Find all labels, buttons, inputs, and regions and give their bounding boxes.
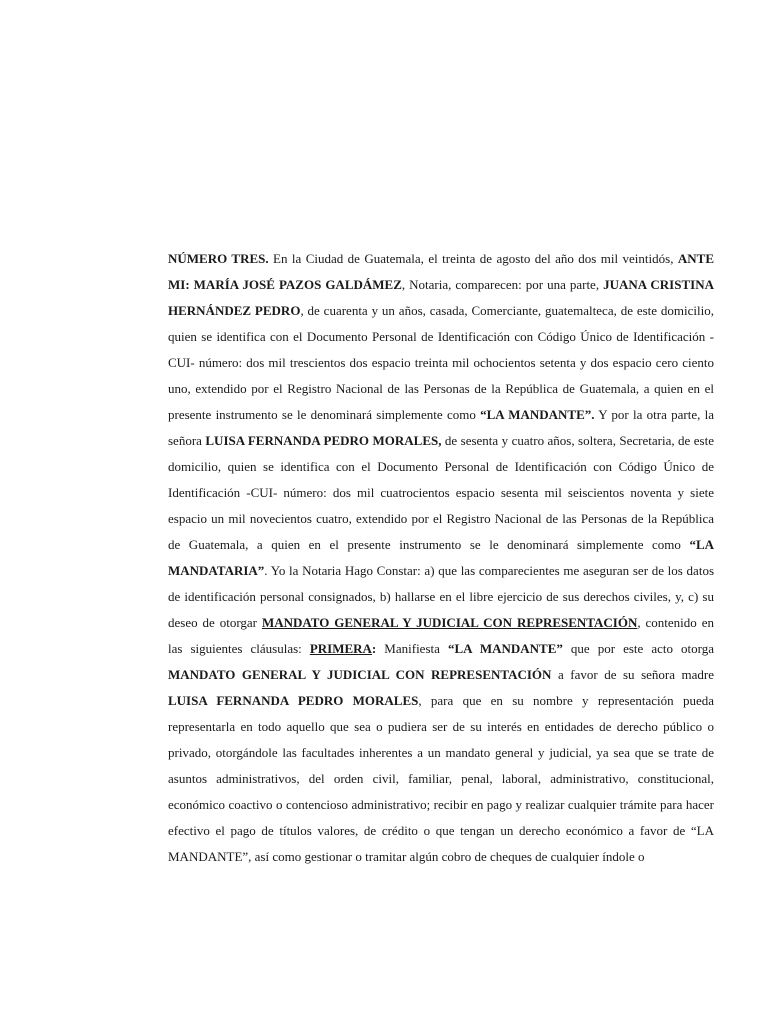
emphasized-text-run: “LA MANDANTE” [447, 641, 563, 656]
text-run: de sesenta y cuatro años, soltera, Secretaria, de este domicilio, quien se identifica con el Documento Personal de Identificación con Código Único de Identificación -CUI- número: dos mil cuatrocientos espacio sesenta mil seiscientos noventa y siete espacio un mil novecientos cuatro, extendido por el Registro Nacional de las Personas de la República de Guatemala, a quien en el presente instrumento se le denominará simplemente como [168, 433, 714, 552]
emphasized-text-run: JUANA CRISTINA HERNÁNDEZ PEDRO [168, 277, 714, 318]
emphasized-text-run: LUISA FERNANDA PEDRO MORALES, [205, 433, 442, 448]
emphasized-text-run: : [371, 641, 377, 656]
emphasized-text-run: “LA MANDATARIA” [168, 537, 714, 578]
text-run: , para que en su nombre y representación pueda representarla en todo aquello que sea o pudiera ser de su interés en entidades de derecho público o privado, otorgándole las facultades inherentes a un mandato general y judicial, ya sea que se trate de asuntos administrativos, del orden civil, familiar, penal, laboral, administrativo, constitucional, económico coactivo o contencioso administrativo; recibir en pago y realizar cualquier trámite para hacer efectivo el pago de títulos valores, de crédito o que tengan un derecho económico a favor de “LA MANDANTE”, así como gestionar o tramitar algún cobro de cheques de cualquier índole o [168, 693, 714, 864]
text-run: . Yo la Notaria Hago Constar: a) que las comparecientes me aseguran ser de los datos de identificación personal consignados, b) hallarse en el libre ejercicio de sus derechos civiles, y, c) su deseo de otorgar [168, 563, 714, 630]
text-run: , Notaria, comparecen: por una parte, [401, 277, 604, 292]
text-run: que por este acto otorga [562, 641, 714, 656]
text-run: a favor de su señora madre [551, 667, 714, 682]
emphasized-text-run: MANDATO GENERAL Y JUDICIAL CON REPRESENTACIÓN [168, 667, 552, 682]
emphasized-text-run: PRIMERA [309, 641, 372, 656]
text-run: En la Ciudad de Guatemala, el treinta de agosto del año dos mil veintidós, [268, 251, 678, 266]
emphasized-text-run: LUISA FERNANDA PEDRO MORALES [168, 693, 419, 708]
document-body-paragraph [168, 246, 714, 870]
text-run: Manifiesta [376, 641, 448, 656]
emphasized-text-run: ANTE MI: MARÍA JOSÉ PAZOS GALDÁMEZ [168, 251, 714, 292]
text-run: , de cuarenta y un años, casada, Comerciante, guatemalteca, de este domicilio, quien se identifica con el Documento Personal de Identificación con Código Único de Identificación -CUI- número: dos mil trescientos dos espacio treinta mil ochocientos setenta y dos espacio cero ciento uno, extendido por el Registro Nacional de las Personas de la República de Guatemala, a quien en el presente instrumento se le denominará simplemente como [168, 303, 714, 422]
text-run: , contenido en las siguientes cláusulas: [168, 615, 714, 656]
emphasized-text-run: MANDATO GENERAL Y JUDICIAL CON REPRESENTACIÓN [261, 615, 638, 630]
text-run: Y por la otra parte, la señora [168, 407, 714, 448]
emphasized-text-run: NÚMERO TRES. [168, 251, 269, 266]
emphasized-text-run: “LA MANDANTE”. [480, 407, 595, 422]
